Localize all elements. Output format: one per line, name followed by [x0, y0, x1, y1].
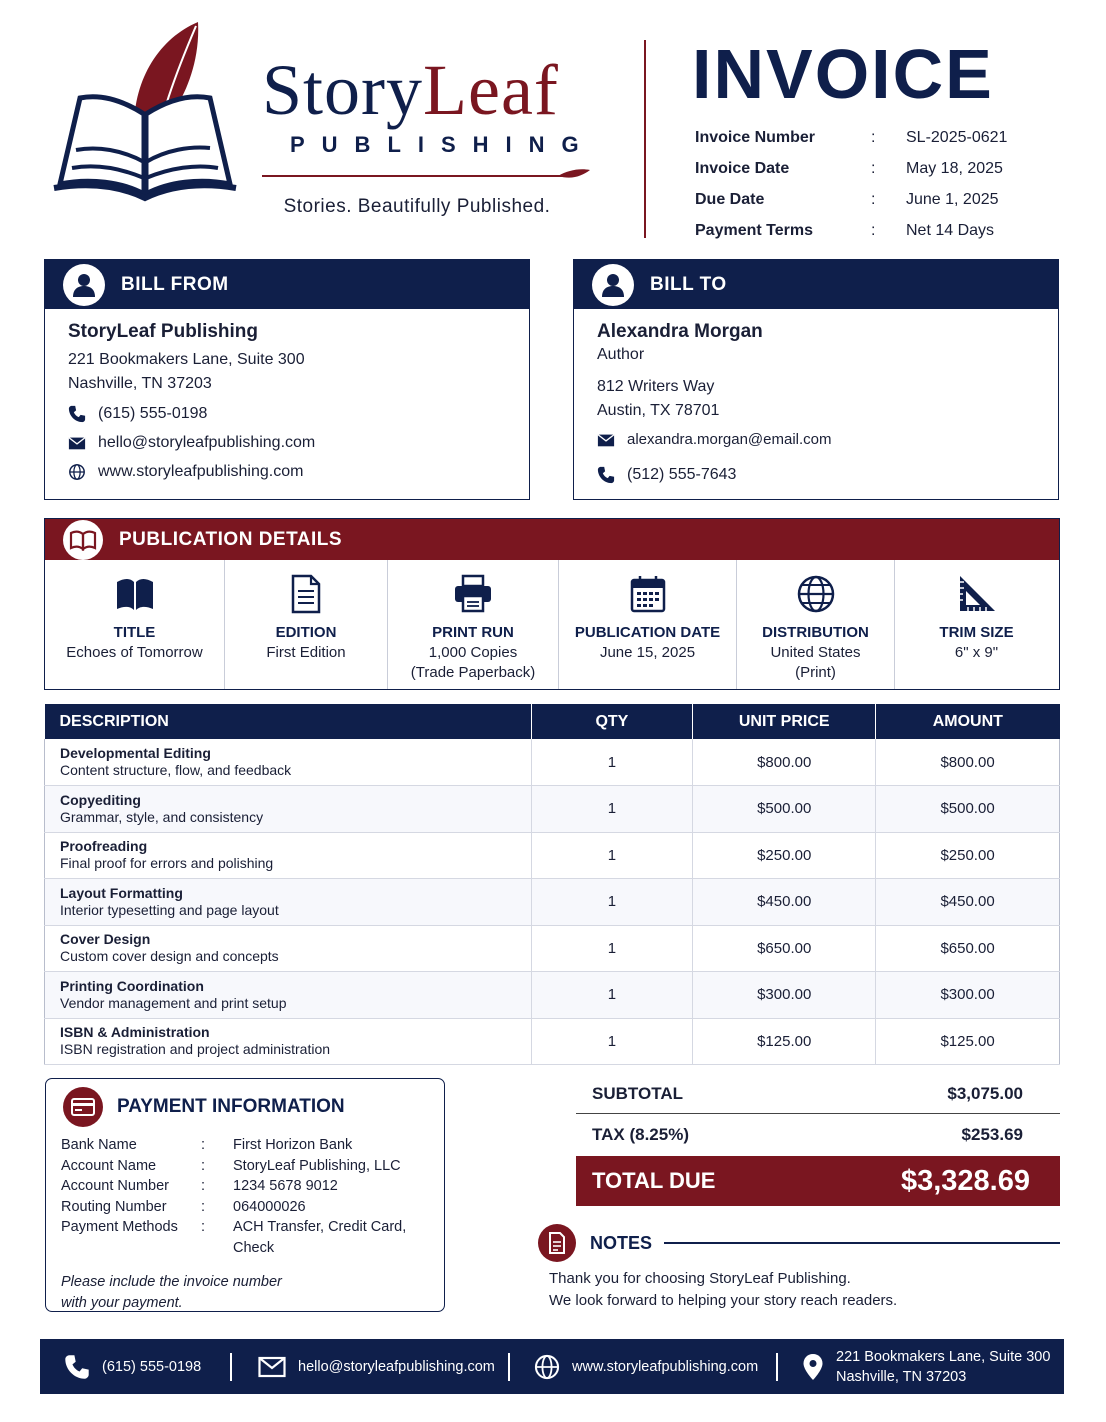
meta-due-date: [695, 184, 1075, 215]
pub-value: June 15, 2025: [599, 644, 696, 661]
table-row: [45, 879, 1060, 926]
bill-to-header: [574, 260, 1058, 309]
meta-label: Due Date: [695, 190, 765, 208]
invoice-title: INVOICE: [692, 35, 994, 113]
pub-value: United States: [770, 644, 861, 661]
meta-value: May 18, 2025: [906, 159, 1003, 177]
item-name: Copyediting: [60, 791, 141, 808]
footer-website: [510, 1339, 776, 1394]
item-name: Printing Coordination: [60, 977, 204, 994]
row-description: [45, 972, 532, 1019]
bill-to-phone: (512) 555-7643: [627, 465, 737, 483]
calendar-icon: [627, 574, 669, 614]
notes-line-2: We look forward to helping your story reach readers.: [549, 1292, 898, 1309]
footer-address-line2: Nashville, TN 37203: [836, 1368, 967, 1385]
payment-value: First Horizon Bank: [233, 1137, 353, 1153]
payment-value: ACH Transfer, Credit Card, Check: [233, 1219, 407, 1256]
row-unit-price: $300.00: [693, 972, 876, 1019]
item-desc: Content structure, flow, and feedback: [60, 762, 292, 778]
globe-icon: [795, 574, 837, 614]
row-description: [45, 879, 532, 926]
payment-row-account-number: [61, 1176, 444, 1197]
footer-phone-text: (615) 555-0198: [102, 1358, 202, 1375]
payment-value: StoryLeaf Publishing, LLC: [233, 1157, 401, 1174]
totals-panel: [576, 1074, 1060, 1206]
subtotal-row: [576, 1074, 1060, 1114]
globe-icon: [68, 463, 86, 481]
row-description: [45, 739, 532, 786]
pub-cell-publication-date: [559, 560, 737, 689]
item-name: Developmental Editing: [60, 745, 211, 761]
pub-label: TRIM SIZE: [939, 624, 1014, 641]
payment-label: Account Number: [61, 1178, 169, 1194]
row-amount: $650.00: [876, 925, 1060, 972]
bill-from-email[interactable]: hello@storyleafpublishing.com: [98, 433, 316, 451]
note-document-icon: [538, 1224, 576, 1262]
credit-card-icon: [63, 1087, 103, 1127]
table-row: [45, 832, 1060, 879]
payment-sep: :: [201, 1178, 206, 1194]
pub-label: PUBLICATION DATE: [574, 624, 721, 641]
row-unit-price: $450.00: [693, 879, 876, 926]
pub-value: 6" x 9": [954, 644, 999, 661]
item-desc: Interior typesetting and page layout: [60, 901, 279, 918]
row-unit-price: $125.00: [693, 1018, 876, 1065]
item-desc: ISBN registration and project administration: [60, 1041, 331, 1058]
bill-from-phone: (615) 555-0198: [98, 404, 208, 422]
payment-row-bank-name: [61, 1135, 444, 1156]
pub-cell-distribution: [737, 560, 895, 689]
publication-heading: PUBLICATION DETAILS: [119, 528, 343, 550]
book-icon: [114, 574, 156, 614]
row-amount: $450.00: [876, 879, 1060, 926]
pub-cell-edition: [225, 560, 388, 689]
tax-value: $253.69: [961, 1125, 1023, 1144]
bill-to-email-row: [597, 425, 1058, 454]
brand-name-story: Story: [262, 50, 424, 130]
col-unit-price: UNIT PRICE: [693, 704, 876, 739]
row-amount: $500.00: [876, 786, 1060, 833]
bill-from-address1: 221 Bookmakers Lane, Suite 300: [68, 351, 305, 368]
phone-icon: [68, 405, 86, 423]
col-description: DESCRIPTION: [45, 704, 532, 739]
phone-icon: [597, 466, 615, 484]
item-desc: Vendor management and print setup: [60, 994, 287, 1011]
col-amount: AMOUNT: [876, 704, 1060, 739]
payment-sep: :: [201, 1219, 206, 1235]
quill-rule-divider: [262, 168, 592, 184]
document-icon: [285, 574, 327, 614]
pub-value: 1,000 Copies: [428, 644, 518, 661]
row-amount: $250.00: [876, 832, 1060, 879]
meta-payment-terms: [695, 215, 1075, 246]
row-qty: 1: [531, 1018, 693, 1065]
total-due-label: TOTAL DUE: [592, 1168, 716, 1193]
meta-label: Invoice Date: [695, 159, 790, 177]
map-pin-icon: [802, 1353, 824, 1381]
publication-header: [45, 519, 1059, 560]
item-name: Layout Formatting: [60, 884, 183, 901]
payment-sep: :: [201, 1157, 206, 1174]
payment-sep: :: [201, 1137, 206, 1153]
open-book-icon: [63, 520, 103, 560]
pub-label: EDITION: [275, 624, 337, 641]
item-name: ISBN & Administration: [60, 1024, 210, 1041]
tax-label: TAX (8.25%): [592, 1125, 689, 1144]
pub-value: Echoes of Tomorrow: [66, 644, 203, 661]
bill-to-email[interactable]: alexandra.morgan@email.com: [627, 431, 832, 448]
bill-to-role: Author: [597, 346, 645, 363]
notes-body: [549, 1268, 897, 1312]
meta-sep: :: [871, 190, 876, 208]
meta-value: June 1, 2025: [906, 190, 999, 208]
subtotal-label: SUBTOTAL: [592, 1083, 683, 1103]
meta-label: Invoice Number: [695, 128, 816, 146]
payment-label: Account Name: [61, 1157, 157, 1174]
meta-value: Net 14 Days: [906, 221, 995, 239]
bill-to-heading: BILL TO: [650, 273, 727, 295]
line-items-table: [44, 704, 1060, 1065]
tax-row: [576, 1114, 1060, 1156]
table-header-row: [45, 704, 1060, 739]
invoice-meta: [695, 122, 1075, 246]
footer-email-text[interactable]: hello@storyleafpublishing.com: [298, 1358, 495, 1375]
payment-information-panel: [45, 1078, 445, 1312]
brand-tagline: Stories. Beautifully Published.: [283, 196, 551, 217]
pub-label: DISTRIBUTION: [762, 624, 869, 641]
payment-row-payment-methods: [61, 1217, 444, 1258]
storyleaf-logo: [50, 18, 240, 208]
globe-icon: [534, 1354, 560, 1380]
table-row: [45, 972, 1060, 1019]
item-desc: Custom cover design and concepts: [60, 948, 279, 965]
footer-email: [232, 1339, 508, 1394]
brand-subline: PUBLISHING: [290, 132, 596, 157]
footer-website-text[interactable]: www.storyleafpublishing.com: [572, 1358, 759, 1375]
row-qty: 1: [531, 879, 693, 926]
footer-address: [778, 1339, 1050, 1394]
table-row: [45, 786, 1060, 833]
total-due-bar: [576, 1156, 1060, 1206]
row-unit-price: $250.00: [693, 832, 876, 879]
phone-icon: [64, 1354, 90, 1380]
bill-from-header: [45, 260, 529, 309]
footer-address-line1: 221 Bookmakers Lane, Suite 300: [836, 1348, 1051, 1365]
row-qty: 1: [531, 739, 693, 786]
subtotal-value: $3,075.00: [947, 1083, 1023, 1103]
table-row: [45, 739, 1060, 786]
footer-bar: [40, 1339, 1064, 1394]
payment-row-account-name: [61, 1156, 444, 1177]
row-description: [45, 832, 532, 879]
bill-to-address2: Austin, TX 78701: [597, 402, 720, 419]
bill-from-website[interactable]: www.storyleafpublishing.com: [98, 462, 304, 480]
meta-invoice-date: [695, 153, 1075, 184]
row-unit-price: $650.00: [693, 925, 876, 972]
row-unit-price: $800.00: [693, 739, 876, 786]
meta-value: SL-2025-0621: [906, 128, 1008, 146]
notes-header: [538, 1224, 1060, 1262]
printer-icon: [452, 574, 494, 614]
item-name: Proofreading: [60, 838, 148, 855]
table-row: [45, 1018, 1060, 1065]
payment-sep: :: [201, 1198, 206, 1215]
item-name: Cover Design: [60, 931, 151, 948]
row-description: [45, 786, 532, 833]
payment-heading: PAYMENT INFORMATION: [117, 1096, 345, 1117]
brand-name: [262, 52, 602, 128]
pub-cell-title: [45, 560, 225, 689]
brand-name-leaf: Leaf: [423, 50, 559, 130]
bill-from-name: StoryLeaf Publishing: [68, 321, 259, 342]
payment-label: Payment Methods: [61, 1219, 178, 1235]
bill-from-phone-row: [68, 399, 529, 428]
payment-label: Bank Name: [61, 1137, 137, 1153]
bill-to-address1: 812 Writers Way: [597, 378, 715, 395]
row-qty: 1: [531, 925, 693, 972]
envelope-icon: [68, 434, 86, 452]
person-icon: [592, 264, 634, 306]
notes-line-1: Thank you for choosing StoryLeaf Publishing.: [549, 1270, 851, 1287]
notes-heading: NOTES: [590, 1232, 653, 1253]
total-due-value: $3,328.69: [900, 1164, 1030, 1197]
footer-phone: [40, 1339, 230, 1394]
meta-sep: :: [871, 128, 876, 146]
row-amount: $300.00: [876, 972, 1060, 1019]
bill-to-name: Alexandra Morgan: [597, 321, 763, 342]
item-desc: Grammar, style, and consistency: [60, 808, 264, 825]
pub-cell-trim-size: [895, 560, 1058, 689]
brand-wordmark: [262, 52, 602, 158]
row-amount: $125.00: [876, 1018, 1060, 1065]
publication-details-panel: [44, 518, 1060, 690]
meta-sep: :: [871, 221, 876, 239]
col-qty: QTY: [531, 704, 693, 739]
bill-to-phone-row: [597, 460, 1058, 489]
row-qty: 1: [531, 972, 693, 1019]
pub-label: PRINT RUN: [432, 624, 514, 641]
payment-label: Routing Number: [61, 1198, 167, 1215]
bill-from-address2: Nashville, TN 37203: [68, 375, 212, 392]
payment-header: [61, 1079, 444, 1135]
ruler-triangle-icon: [956, 574, 998, 614]
pub-label: TITLE: [113, 624, 156, 641]
row-qty: 1: [531, 832, 693, 879]
bill-from-email-row: [68, 428, 529, 457]
bill-from-heading: BILL FROM: [121, 273, 229, 295]
person-icon: [63, 264, 105, 306]
header-divider: [644, 40, 646, 238]
row-qty: 1: [531, 786, 693, 833]
payment-value: 1234 5678 9012: [233, 1178, 338, 1194]
envelope-icon: [258, 1356, 286, 1378]
pub-value: First Edition: [266, 644, 346, 661]
pub-cell-print-run: [388, 560, 559, 689]
payment-row-routing-number: [61, 1197, 444, 1218]
pub-value-2: (Trade Paperback): [410, 664, 536, 681]
bill-from-panel: [44, 259, 530, 500]
payment-value: 064000026: [233, 1198, 306, 1215]
meta-invoice-number: [695, 122, 1075, 153]
row-amount: $800.00: [876, 739, 1060, 786]
pub-value-2: (Print): [795, 664, 836, 681]
row-unit-price: $500.00: [693, 786, 876, 833]
envelope-icon: [597, 431, 615, 449]
meta-label: Payment Terms: [695, 221, 813, 239]
payment-note: Please include the invoice number with your payment.: [61, 1274, 282, 1311]
bill-from-website-row: [68, 457, 529, 486]
bill-to-panel: [573, 259, 1059, 500]
notes-rule: [664, 1242, 1060, 1244]
item-desc: Final proof for errors and polishing: [60, 855, 274, 872]
meta-sep: :: [871, 159, 876, 177]
table-row: [45, 925, 1060, 972]
row-description: [45, 1018, 532, 1065]
row-description: [45, 925, 532, 972]
